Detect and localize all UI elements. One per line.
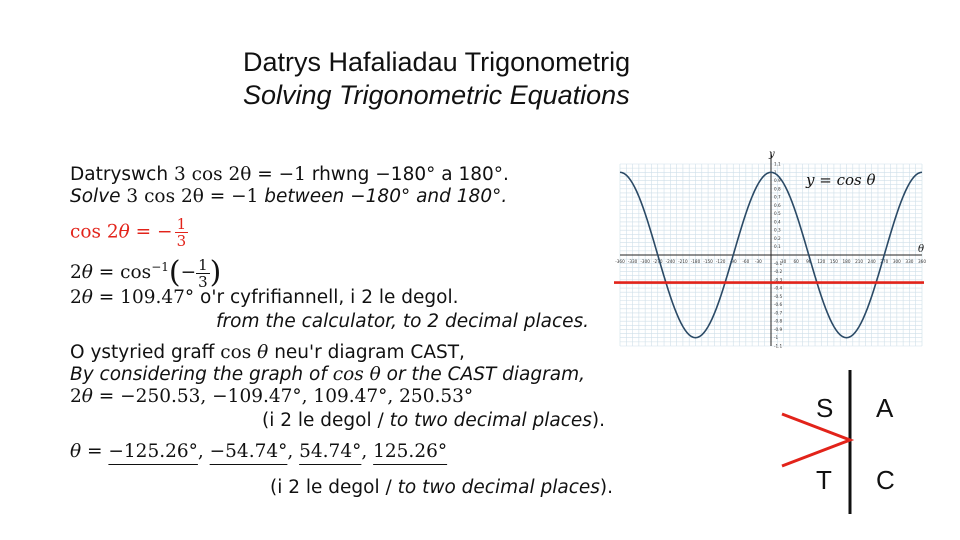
x-tick-label: 300	[892, 259, 901, 264]
x-tick-label: 270	[880, 259, 889, 264]
y-axis-label: y	[769, 149, 775, 160]
step-inverse-cos: $2\theta = \cos^{-1}(-$ $\frac{1}{3}$ )	[70, 255, 222, 291]
title-english: Solving Trigonometric Equations	[243, 80, 630, 110]
step-calculator-english: from the calculator, to 2 decimal places.	[216, 311, 590, 332]
x-tick-label: 60	[793, 259, 799, 264]
x-tick-label: 240	[867, 259, 876, 264]
y-tick-label: 0.2	[774, 235, 781, 241]
y-tick-label: -1	[774, 335, 779, 341]
x-tick-label: -300	[640, 259, 650, 264]
step-calculator-welsh: 2θ = 109.47° o'r cyfrifiannell, i 2 le degol.	[70, 287, 459, 308]
x-tick-label: -240	[665, 259, 676, 264]
y-tick-label: 0.9	[774, 178, 781, 184]
x-tick-label: 30	[780, 259, 787, 264]
x-tick-label: -120	[715, 259, 726, 264]
x-tick-label: -30	[754, 259, 762, 264]
x-tick-label: -210	[678, 259, 688, 264]
x-tick-label: -270	[652, 259, 663, 264]
y-tick-label: 0.5	[774, 211, 781, 217]
x-tick-label: 330	[905, 259, 914, 264]
y-tick-label: -0.8	[774, 318, 783, 324]
cast-hint-english: By considering the graph of cos θ or the CAST diagram,	[70, 364, 585, 385]
x-tick-label: -180	[690, 259, 701, 264]
y-tick-label: -1.1	[774, 343, 783, 349]
x-tick-label: 90	[806, 259, 812, 264]
two-theta-solutions: 2θ = −250.53, −109.47°, 109.47°, 250.53°	[70, 386, 474, 407]
cast-diagram	[772, 368, 932, 518]
y-tick-label: -0.4	[774, 285, 783, 291]
x-tick-label: -330	[627, 259, 638, 264]
x-tick-label: -90	[729, 259, 737, 264]
y-tick-label: -0.3	[774, 277, 783, 283]
y-tick-label: 0.6	[774, 202, 781, 208]
step-cos-value: cos 2θ = − $\frac{1}{3}$	[70, 215, 187, 250]
y-tick-label: -0.5	[774, 293, 783, 299]
y-tick-label: 0.3	[774, 227, 781, 233]
x-tick-label: 120	[817, 259, 826, 264]
y-tick-label: -0.6	[774, 302, 783, 308]
theta-solutions: θ = −125.26°, −54.74°, 54.74°, 125.26°	[70, 441, 448, 462]
x-tick-label: 210	[855, 259, 864, 264]
question-english: Solve 3 cos 2θ = −1 between −180° and 180°.	[70, 186, 508, 207]
title-welsh: Datrys Hafaliadau Trigonometrig	[243, 47, 631, 77]
x-tick-label: -150	[703, 259, 713, 264]
cos-graph	[615, 149, 926, 350]
y-tick-label: 0.8	[774, 186, 781, 192]
x-tick-label: 360	[918, 259, 926, 264]
x-tick-label: 150	[829, 259, 838, 264]
y-tick-label: 0.7	[774, 194, 781, 200]
y-tick-label: 0.4	[774, 219, 781, 225]
question-welsh: Datryswch 3 cos 2θ = −1 rhwng −180° a 180°.	[70, 164, 509, 185]
cast-c: C	[876, 465, 895, 495]
y-tick-label: 0.1	[774, 244, 781, 250]
cast-a: A	[876, 393, 894, 423]
graph-label: y = cos θ	[806, 171, 876, 189]
cast-hint-welsh: O ystyried graff cos θ neu'r diagram CAST,	[70, 342, 465, 363]
y-tick-label: -0.1	[774, 260, 783, 266]
y-tick-label: 1.1	[774, 161, 781, 167]
cast-s: S	[816, 393, 834, 423]
x-axis-label: θ	[918, 244, 925, 255]
decimal-note-1: (i 2 le degol / to two decimal places).	[262, 410, 605, 431]
y-tick-label: 1	[774, 169, 777, 175]
cast-t: T	[816, 465, 832, 495]
y-tick-label: -0.7	[774, 310, 783, 316]
x-tick-label: -60	[742, 259, 750, 264]
x-tick-label: 180	[842, 259, 851, 264]
decimal-note-2: (i 2 le degol / to two decimal places).	[270, 477, 613, 498]
y-tick-label: -0.9	[774, 326, 783, 332]
y-tick-label: -0.2	[774, 269, 783, 275]
slide-title	[243, 46, 630, 112]
x-tick-label: -360	[615, 259, 625, 264]
